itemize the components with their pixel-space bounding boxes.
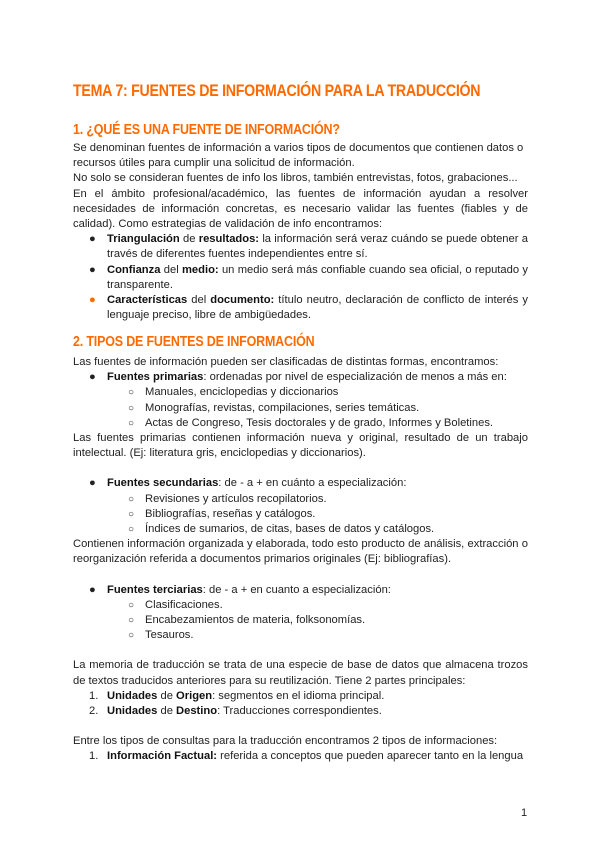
section-2-heading: 2. TIPOS DE FUENTES DE INFORMACIÓN <box>73 334 315 350</box>
list-item-text: : ordenadas por nivel de especialización de menos a más en: <box>203 371 507 384</box>
bullet-icon: ● <box>89 263 96 276</box>
circle-bullet-icon: ○ <box>128 615 135 627</box>
term: Fuentes terciarias <box>107 583 203 596</box>
term: Destino <box>176 705 218 718</box>
list-item-text: título neutro, declaración de conflicto de interés y lenguaje preciso, libre de ambigüedades. <box>107 294 528 322</box>
paragraph: Contienen información organizada y elaborada, todo esto producto de análisis, extracción o reorganización referida a documentos primarios originales (Ej: bibliografías). <box>73 538 528 566</box>
term: Información Factual: <box>107 750 218 763</box>
bullet-icon: ● <box>89 371 96 384</box>
circle-bullet-icon: ○ <box>128 599 135 611</box>
primary-sources-list <box>73 370 528 431</box>
paragraph: No solo se consideran fuentes de info los libros, también entrevistas, fotos, grabaciones... <box>73 172 518 185</box>
sub-list-item: ○ Encabezamientos de materia, folksonomías. <box>73 613 528 628</box>
sub-list-item: ○ Manuales, enciclopedias y diccionarios <box>73 385 528 400</box>
list-item-text: la información será veraz cuándo se puede obtener a través de diferentes fuentes independientes entre sí. <box>107 233 528 261</box>
list-item <box>73 476 528 491</box>
query-types-list <box>73 749 528 764</box>
list-item: 1. Información Factual: referida a conceptos que pueden aparecer tanto en la lengua <box>89 750 524 763</box>
paragraph: La memoria de traducción se trata de una especie de base de datos que almacena trozos de textos traducidos anteriores para su reutilización. Tiene 2 partes principales: <box>73 659 528 687</box>
sub-list-item: ○ Índices de sumarios, de citas, bases de datos y catálogos. <box>73 522 528 537</box>
term: Origen <box>176 689 213 702</box>
list-item-text: un medio será más confiable cuando sea oficial, o reputado y transparente. <box>107 263 528 291</box>
list-item: 2. Unidades de Destino: Traducciones correspondientes. <box>89 705 382 718</box>
circle-bullet-icon: ○ <box>128 387 135 399</box>
circle-bullet-icon: ○ <box>128 508 135 520</box>
tertiary-sources-list <box>73 583 528 644</box>
bullet-icon: ● <box>89 583 96 596</box>
memory-parts-list <box>73 689 528 719</box>
term: Unidades <box>107 705 158 718</box>
term: medio: <box>181 263 219 276</box>
paragraph: En el ámbito profesional/académico, las fuentes de información ayudan a resolver necesidades de información concretas, es necesario validar las fuentes (fiables y de calidad). Como estrategias de validación de info encontramos: <box>73 187 528 231</box>
circle-bullet-icon: ○ <box>128 630 135 642</box>
sub-list-item: ○ Monografías, revistas, compilaciones, series temáticas. <box>73 401 528 416</box>
list-item-text: : de - a + en cuánto a especialización: <box>218 477 407 490</box>
list-item <box>73 583 528 598</box>
term: resultados: <box>198 233 260 246</box>
section-1-body <box>73 141 528 323</box>
circle-bullet-icon: ○ <box>128 493 135 505</box>
paragraph-line: Se denominan fuentes de información a varios tipos de documentos que contienen datos o <box>73 142 524 154</box>
paragraph: Las fuentes primarias contienen información nueva y original, resultado de un trabajo intelectual. (Ej: literatura gris, enciclopedias y diccionarios). <box>73 432 528 460</box>
sub-list-item: ○ Revisiones y artículos recopilatorios. <box>73 492 528 507</box>
term: Unidades <box>107 689 158 702</box>
term: Confianza <box>107 263 161 276</box>
paragraph-line: recursos útiles para cumplir una solicitud de información. <box>73 157 355 170</box>
validation-strategies-list <box>73 232 528 323</box>
paragraph: Entre los tipos de consultas para la traducción encontramos 2 tipos de informaciones: <box>73 735 498 748</box>
sub-list-item: ○ Actas de Congreso, Tesis doctorales y de grado, Informes y Boletines. <box>73 416 528 431</box>
list-item <box>73 370 528 385</box>
secondary-sources-list <box>73 476 528 537</box>
circle-bullet-icon: ○ <box>128 417 135 429</box>
term: Fuentes secundarias <box>107 477 219 490</box>
term: Triangulación <box>107 233 180 246</box>
list-item: ● Triangulación de resultados: la información será veraz cuándo se puede obtener a través de diferentes fuentes independientes entre sí. <box>89 233 528 261</box>
sub-list-item: ○ Bibliografías, reseñas y catálogos. <box>73 507 528 522</box>
page-title: TEMA 7: FUENTES DE INFORMACIÓN PARA LA TRADUCCIÓN <box>73 82 481 100</box>
term: Características <box>107 294 188 307</box>
bullet-icon: ● <box>89 294 96 307</box>
list-item: 1. Unidades de Origen: segmentos en el idioma principal. <box>89 689 385 702</box>
section-1-heading: 1. ¿QUÉ ES UNA FUENTE DE INFORMACIÓN? <box>73 122 340 138</box>
bullet-icon: ● <box>89 477 96 490</box>
page-number: 1 <box>521 807 528 819</box>
paragraph: Las fuentes de información pueden ser clasificadas de distintas formas, encontramos: <box>73 356 499 368</box>
sub-list-item: ○ Tesauros. <box>73 628 528 643</box>
list-item-text: : de - a + en cuanto a especialización: <box>202 583 391 596</box>
term: documento: <box>210 294 275 307</box>
bullet-icon: ● <box>89 233 96 246</box>
list-item: ● Características del documento: título neutro, declaración de conflicto de interés y lenguaje preciso, libre de ambigüedades. <box>89 294 528 322</box>
circle-bullet-icon: ○ <box>128 402 135 414</box>
term: Fuentes primarias <box>107 371 204 384</box>
section-2-body <box>73 355 528 765</box>
sub-list-item: ○ Clasificaciones. <box>73 598 528 613</box>
list-item: ● Confianza del medio: un medio será más confiable cuando sea oficial, o reputado y transparente. <box>89 263 528 291</box>
circle-bullet-icon: ○ <box>128 524 135 536</box>
